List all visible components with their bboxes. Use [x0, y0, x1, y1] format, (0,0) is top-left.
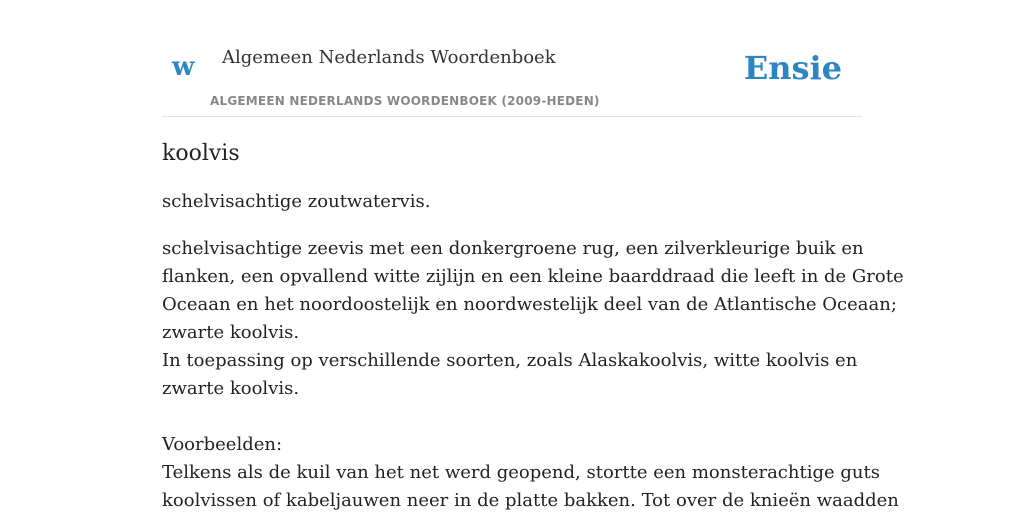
short-definition: schelvisachtige zoutwatervis.	[162, 191, 431, 212]
source-title[interactable]: Algemeen Nederlands Woordenboek	[222, 47, 556, 68]
definition-line: schelvisachtige zeevis met een donkergroene rug, een zilverkleurige buik en	[162, 238, 864, 259]
definition-line: flanken, een opvallend witte zijlijn en een kleine baarddraad die leeft in de Grote	[162, 266, 904, 287]
spacer	[162, 403, 862, 431]
header	[162, 40, 862, 117]
example-line: koolvissen of kabeljauwen neer in de platte bakken. Tot over de knieën waadden	[162, 490, 899, 511]
source-subtitle: ALGEMEEN NEDERLANDS WOORDENBOEK (2009-HEDEN)	[210, 94, 600, 108]
long-definition	[162, 235, 904, 512]
example-line: Telkens als de kuil van het net werd geopend, stortte een monsterachtige guts	[162, 462, 880, 483]
examples-label: Voorbeelden:	[162, 434, 283, 455]
headword: koolvis	[162, 141, 240, 166]
ensie-logo[interactable]: Ensie	[743, 49, 842, 87]
source-logo[interactable]: w	[172, 52, 195, 82]
definition-line: zwarte koolvis.	[162, 378, 300, 399]
definition-line: In toepassing op verschillende soorten, zoals Alaskakoolvis, witte koolvis en	[162, 350, 858, 371]
entry	[162, 138, 904, 512]
definition-line: Oceaan en het noordoostelijk en noordwestelijk deel van de Atlantische Oceaan;	[162, 294, 897, 315]
definition-line: zwarte koolvis.	[162, 322, 300, 343]
